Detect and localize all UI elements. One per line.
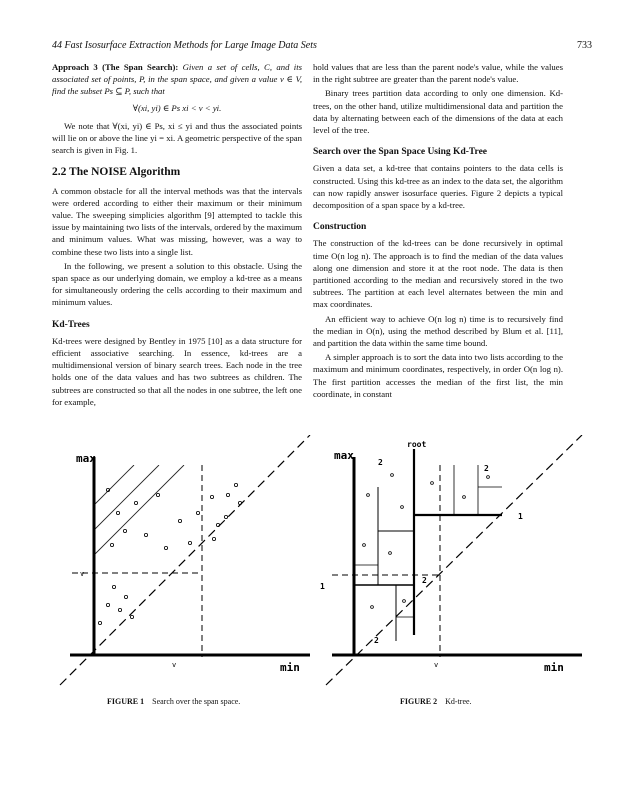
- noise-paragraph-2: In the following, we present a solution to this obstacle. Using the span space as our underlying domain, we employ a kd-tree as a means for simultaneously ordering the cells according to their maximum and minimum values.: [52, 260, 302, 308]
- fig2-root-label: root: [407, 440, 427, 449]
- span-equation: ∀(xi, yi) ∈ Ps xi < v < yi.: [132, 102, 222, 113]
- fig1-min-label: min: [280, 661, 300, 674]
- approach-paragraph: Approach 3 (The Span Search): Given a set of cells, C, and its associated set of points, P, in the span space, and given a value v ∈ V, find the subset Ps ⊆ P, such that: [52, 62, 302, 97]
- search-heading: Search over the Span Space Using Kd-Tree: [313, 147, 487, 158]
- fig2-data-points: [363, 474, 490, 609]
- binary-tree-paragraph: hold values that are less than the parent node's value, while the values in the right subtree are greater than the parent node's value.: [313, 62, 563, 85]
- kd-trees-paragraph: Kd-trees were designed by Bentley in 1975 [10] as a data structure for efficient associative searching. In essence, kd-trees are a multidimensional version of binary search trees. Each node in the tree holds one of the data values and has two subtrees as children. The subtrees are constructed so that all the nodes in one subtree, the left one for example,: [52, 335, 302, 407]
- noise-paragraph-1: A common obstacle for all the interval methods was that the intervals were ordered according to either their maximum or their minimum value. The sweeping simplicies algorithm [9] attempted to tackle this issue by maintaining two lists of the intervals, ordered by the maximum and minimum values. What was missing, however, was a way to combine these two lists into a single list.: [52, 185, 302, 257]
- note-paragraph: We note that ∀(xi, yi) ∈ Ps, xi ≤ yi and thus the associated points will lie on or above the line yi = xi. A geometric perspective of the span search is given in Fig. 1.: [52, 120, 302, 156]
- figure-2-kd-tree: [312, 435, 592, 695]
- page-number: 733: [577, 40, 592, 51]
- fig2-label-2c: 2: [422, 576, 427, 585]
- figure-1-span-space: [40, 435, 320, 695]
- fig2-max-label: max: [334, 449, 354, 462]
- fig1-v-bottom-label: v: [172, 661, 177, 669]
- diagonal-line: [60, 435, 310, 685]
- construction-paragraph-2: An efficient way to achieve O(n log n) time is to recursively find the median in O(n), using the method described by Blum et al. [11], and partition the data within the same time bound.: [313, 313, 563, 349]
- fig2-label-2b: 2: [484, 464, 489, 473]
- construction-paragraph-1: The construction of the kd-trees can be done recursively in optimal time O(n log n). The approach is to find the median of the data values along one dimension and store it at the root node. The data is then partitioned according to the median and recursively stored in the two subtrees. The partition at each level alternates between the min and max coordinates.: [313, 238, 563, 310]
- fig2-label-2a: 2: [378, 458, 383, 467]
- fig1-max-label: max: [76, 452, 96, 465]
- fig2-min-label: min: [544, 661, 564, 674]
- left-column: [52, 61, 302, 410]
- construction-heading: Construction: [313, 222, 367, 233]
- kd-dimension-paragraph: Binary trees partition data according to only one dimension. Kd-trees, on the other hand, utilize multidimensional data and partition the data by alternating between each of the dimensions of the data at each level of the tree.: [313, 88, 563, 136]
- fig2-label-1b: 1: [320, 582, 325, 591]
- fig1-v-left-label: v: [80, 570, 85, 578]
- fig2-label-2d: 2: [374, 636, 379, 645]
- running-header: [52, 40, 592, 51]
- kd-partitions: [354, 449, 502, 641]
- kd-trees-heading: Kd-Trees: [52, 319, 90, 330]
- hatched-region: [94, 465, 284, 655]
- running-title: 44 Fast Isosurface Extraction Methods for Large Image Data Sets: [52, 40, 317, 51]
- fig2-label-1a: 1: [518, 512, 523, 521]
- figure-2-caption: FIGURE 2 Kd-tree.: [400, 697, 472, 706]
- section-title: 2.2 The NOISE Algorithm: [52, 166, 181, 179]
- fig2-v-bottom-label: v: [434, 661, 439, 669]
- right-column: [313, 61, 563, 402]
- construction-paragraph-3: A simpler approach is to sort the data into two lists according to the maximum and minimum coordinates, respectively, in order O(n log n). The first partition accesses the median of the first list, the min coordinate, in constant: [313, 352, 563, 399]
- search-paragraph: Given a data set, a kd-tree that contains pointers to the data cells is constructed. Using this kd-tree as an index to the data set, the algorithm can now rapidly answer isosurface queries. Figure 2 depicts a typical decomposition of a span space by a kd-tree.: [313, 163, 563, 211]
- figure-1-caption: FIGURE 1 Search over the span space.: [107, 697, 241, 706]
